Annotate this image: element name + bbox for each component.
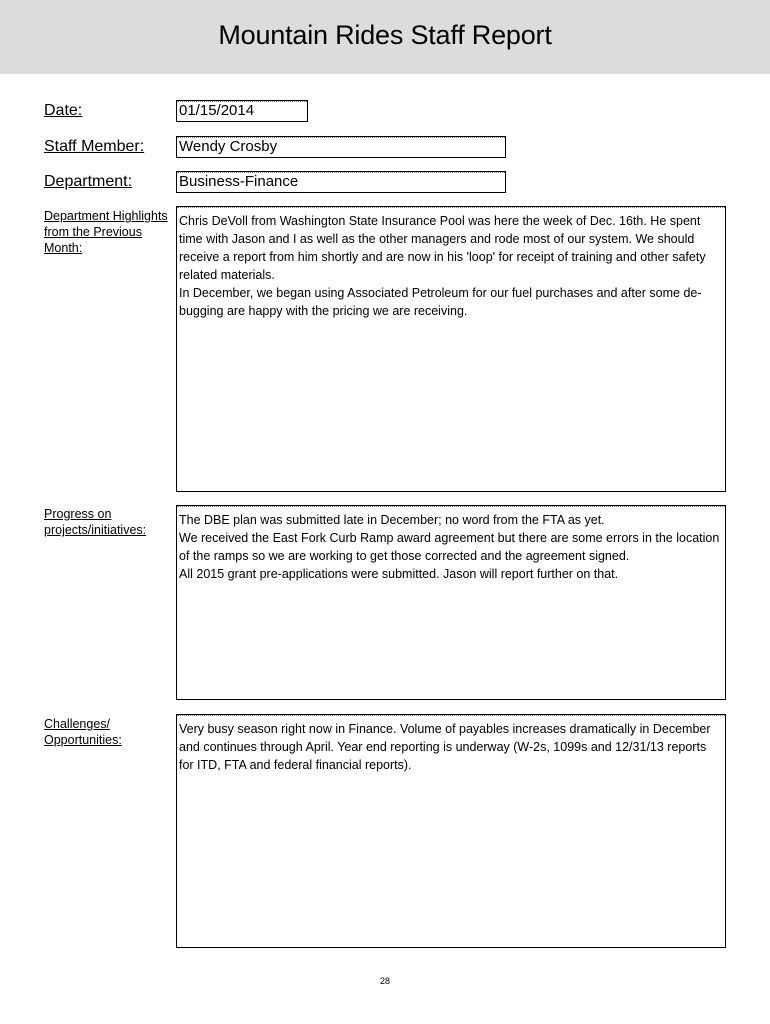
challenges-label: Challenges/ Opportunities:	[44, 717, 122, 747]
challenges-paragraph-1: Very busy season right now in Finance. Volume of payables increases dramatically in December and continues through April. Year end reporting is underway (W-2s, 1099s and 12/31/13 reports for ITD, FTA and federal financial reports).	[179, 722, 711, 772]
department-label: Department:	[44, 173, 133, 190]
staff-member-field: Wendy Crosby	[176, 136, 506, 158]
date-field: 01/15/2014	[176, 100, 308, 122]
highlights-label: Department Highlights from the Previous Month:	[44, 209, 168, 255]
progress-label: Progress on projects/initiatives:	[44, 507, 147, 537]
highlights-box	[176, 206, 726, 492]
highlights-paragraph-1: Chris DeVoll from Washington State Insurance Pool was here the week of Dec. 16th. He spent time with Jason and I as well as the other managers and rode most of our system. We should receive a report from him shortly and are now in his 'loop' for receipt of training and other safety related materials.	[179, 214, 706, 282]
challenges-box	[176, 714, 726, 948]
date-label: Date:	[44, 102, 83, 119]
department-field: Business-Finance	[176, 171, 506, 193]
highlights-paragraph-2: In December, we began using Associated Petroleum for our fuel purchases and after some de-bugging are happy with the pricing we are receiving.	[179, 286, 702, 318]
progress-box	[176, 505, 726, 700]
progress-paragraph-1: The DBE plan was submitted late in December; no word from the FTA as yet.	[179, 513, 605, 527]
progress-paragraph-2: We received the East Fork Curb Ramp award agreement but there are some errors in the location of the ramps so we are working to get those corrected and the agreement signed.	[179, 531, 720, 563]
page-title: Mountain Rides Staff Report	[218, 20, 552, 50]
page-number: 28	[379, 976, 390, 986]
progress-paragraph-3: All 2015 grant pre-applications were submitted. Jason will report further on that.	[179, 567, 619, 581]
staff-member-label: Staff Member:	[44, 138, 145, 155]
